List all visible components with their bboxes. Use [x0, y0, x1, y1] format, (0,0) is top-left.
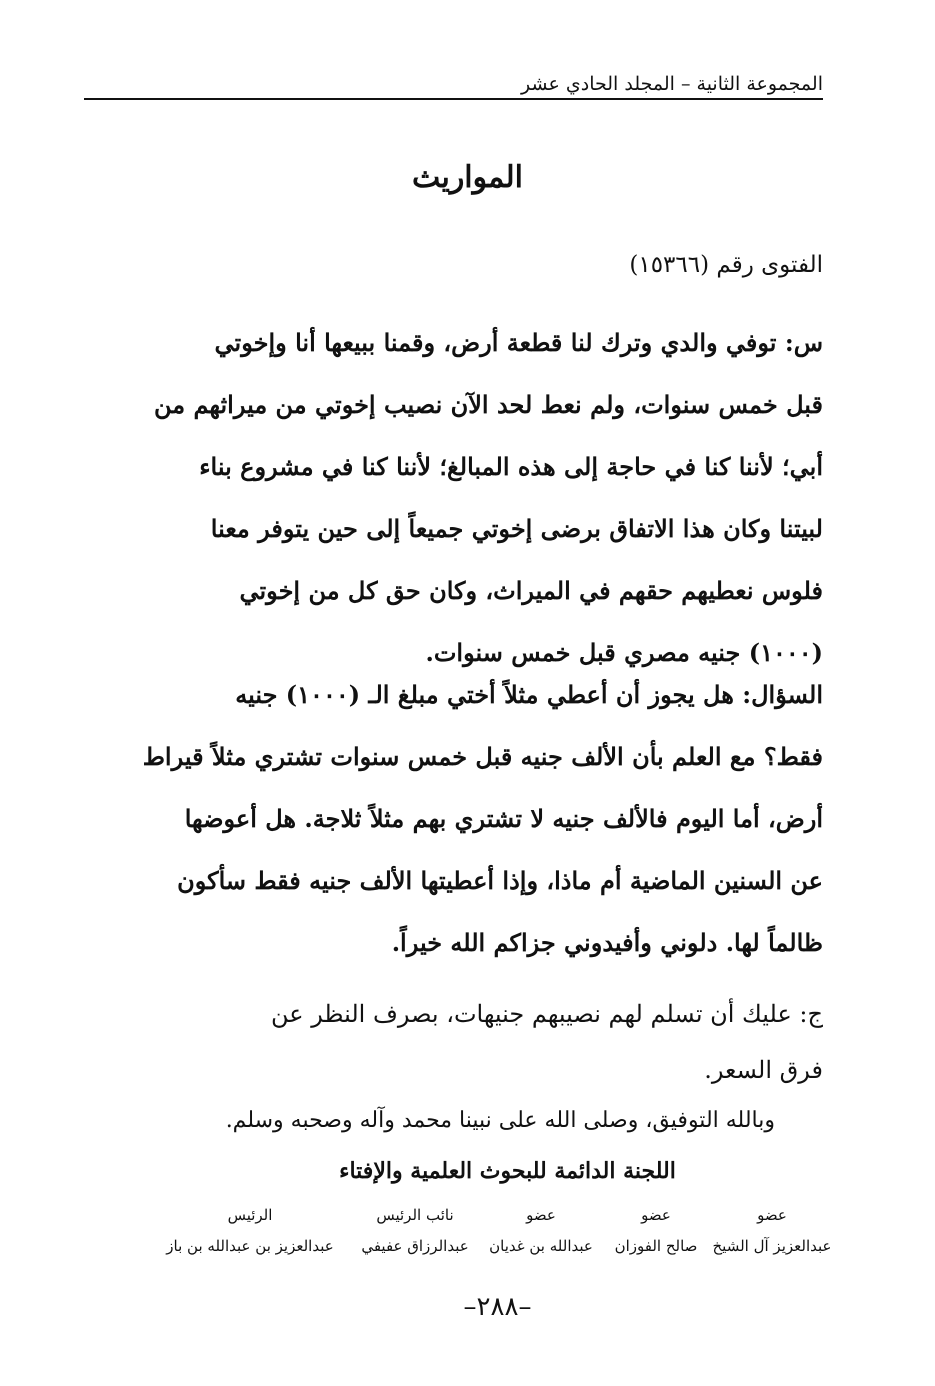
signatory: [607, 1198, 705, 1260]
running-header: [84, 58, 823, 100]
signatory-name: عبدالعزيز آل الشيخ: [712, 1237, 832, 1255]
answer-paragraph: [88, 986, 823, 1098]
closing-formula: وبالله التوفيق، وصلى الله على نبينا محمد وآله وصحبه وسلم.: [225, 1108, 775, 1133]
signatory: [155, 1198, 345, 1260]
question-line: (١٠٠٠) جنيه مصري قبل خمس سنوات.: [425, 638, 823, 667]
question-line: لبيتنا وكان هذا الاتفاق برضى إخوتي جميعاً إلى حين يتوفر معنا: [210, 514, 823, 543]
page-title: المواريث: [412, 160, 523, 195]
signatory: [355, 1198, 475, 1260]
question-detail-line: ظالماً لها. دلوني وأفيدوني جزاكم الله خيراً.: [391, 928, 823, 957]
signatory-role: عضو: [757, 1206, 787, 1224]
signatory-role: الرئيس: [227, 1206, 273, 1224]
signatory-name: عبدالله بن غديان: [489, 1237, 593, 1255]
question-line: قبل خمس سنوات، ولم نعط لحد الآن نصيب إخوتي من ميراثهم من: [153, 390, 823, 419]
question-detail-line: أرض، أما اليوم فالألف جنيه لا تشتري بهم مثلاً ثلاجة. هل أعوضها: [184, 804, 823, 833]
signatory-name: صالح الفوزان: [614, 1237, 698, 1255]
question-detail-line: عن السنين الماضية أم ماذا، وإذا أعطيتها الألف جنيه فقط سأكون: [177, 866, 823, 895]
signatory-name: عبدالعزيز بن عبدالله بن باز: [166, 1237, 334, 1255]
running-header-text: المجموعة الثانية – المجلد الحادي عشر: [515, 75, 823, 94]
signatory-name: عبدالرزاق عفيفي: [361, 1237, 469, 1255]
answer-line: ج: عليك أن تسلم لهم نصيبهم جنيهات، بصرف النظر عن: [270, 1000, 823, 1028]
question-detail-line: فقط؟ مع العلم بأن الألف جنيه قبل خمس سنوات تشتري مثلاً قيراط: [142, 742, 823, 771]
question-line: أبي؛ لأننا كنا في حاجة إلى هذه المبالغ؛ لأننا كنا في مشروع بناء: [199, 452, 823, 481]
page-number: –٢٨٨–: [463, 1292, 532, 1322]
committee-name: اللجنة الدائمة للبحوث العلمية والإفتاء: [339, 1158, 676, 1184]
fatwa-number: الفتوى رقم (١٥٣٦٦): [629, 252, 823, 278]
signatory: [479, 1198, 603, 1260]
signatory: [707, 1198, 837, 1260]
question-paragraph: [88, 312, 823, 684]
signatories: [117, 1198, 837, 1278]
question-line: س: توفي والدي وترك لنا قطعة أرض، وقمنا ببيعها أنا وإخوتي: [214, 328, 823, 357]
signatory-role: عضو: [641, 1206, 671, 1224]
question-line: فلوس نعطيهم حقهم في الميراث، وكان حق كل من إخوتي: [239, 576, 823, 605]
signatory-role: عضو: [526, 1206, 556, 1224]
question-detail-paragraph: [88, 664, 823, 974]
answer-line: فرق السعر.: [704, 1056, 823, 1084]
question-detail-line: السؤال: هل يجوز أن أعطي مثلاً أختي مبلغ الـ (١٠٠٠) جنيه: [235, 680, 823, 709]
signatory-role: نائب الرئيس: [376, 1206, 454, 1224]
